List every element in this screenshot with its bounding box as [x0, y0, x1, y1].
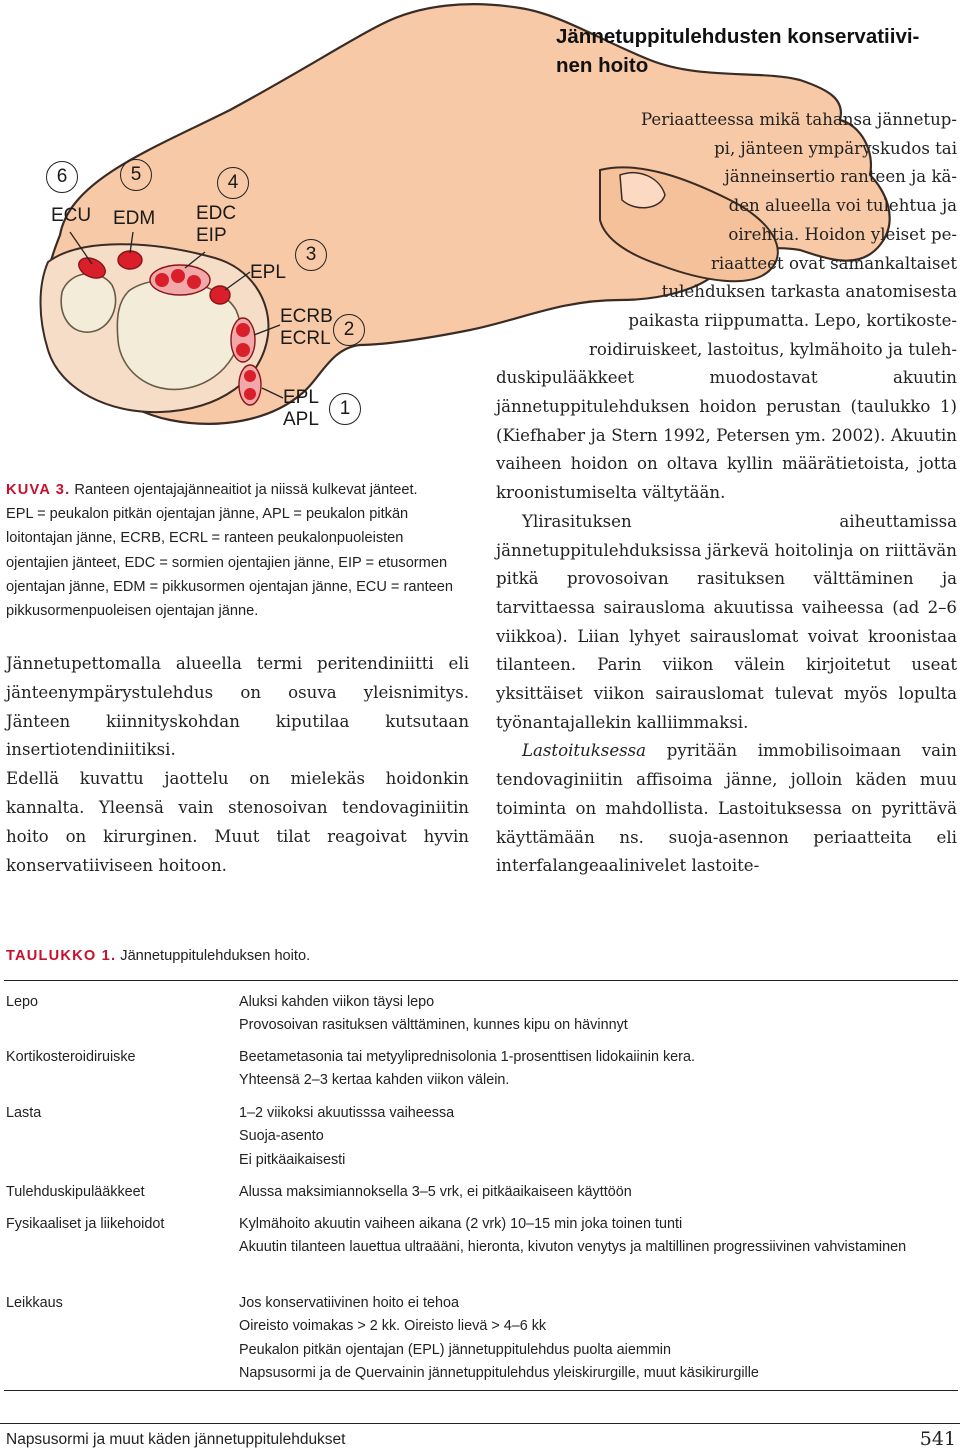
treatment-table	[4, 980, 958, 1391]
caption-title: Ranteen ojentajajänneaitiot ja niissä kulkevat jänteet.	[70, 482, 418, 498]
table-category: Leikkaus	[6, 1295, 63, 1311]
left-column-text	[6, 650, 469, 880]
callout-1: 1	[329, 393, 361, 425]
left-paragraph-2: Edellä kuvattu jaottelu on mielekäs hoidonkin kannalta. Yleensä vain stenosoivan tendovaginiitin hoito on kirurginen. Muut tilat reagoivat hyvin konservatiiviseen hoitoon.	[6, 769, 469, 875]
right-p1-line: pi, jänteen ympäryskudos tai	[714, 138, 957, 158]
tendon-edc-3	[187, 275, 201, 289]
right-p1-line: tulehduksen tarkasta anatomisesta	[661, 282, 957, 302]
table-category: Lepo	[6, 994, 39, 1010]
tendon-apl	[244, 388, 256, 400]
table-cell-line: Kylmähoito akuutin vaiheen aikana (2 vrk) 10–15 min joka toinen tunti	[239, 1216, 683, 1232]
section-heading-line-1: Jännetuppitulehdusten konservatiivi-	[556, 25, 920, 48]
table-row	[4, 1046, 958, 1102]
table-row	[4, 1292, 958, 1390]
tendon-ecrb	[236, 323, 250, 337]
label-apl: APL	[283, 409, 319, 430]
table-cell-line: Suoja-asento	[239, 1128, 324, 1145]
label-ecrl: ECRL	[280, 328, 331, 349]
table-cell-line: 1–2 viikoksi akuutisssa vaiheessa	[239, 1105, 455, 1121]
callout-3: 3	[295, 239, 327, 271]
left-paragraph-1: Jännetupettomalla alueella termi peritendiniitti eli jänteenympärystulehdus on osuva yleisnimitys. Jänteen kiinnityskohdan kiputilaa kutsutaan insertiotendiniitiksi.	[6, 654, 469, 760]
caption-text: EPL = peukalon pitkän ojentajan jänne, APL = peukalon pitkän loitontajan jänne, ECRB, ECRL = ranteen peukalonpuoleisten ojentajien jänteet, EDC = sormien ojentajien jänne, EIP = etusormen ojentajan jänne, EDM = pikkusormen ojentajan jänne, ECU = ranteen pikkusormenpuoleisen ojentajan jänne.	[6, 506, 454, 620]
callout-2: 2	[333, 314, 365, 346]
ulna-bone	[61, 274, 115, 332]
table-row	[4, 981, 958, 1046]
right-paragraph-1-rest: duskipulääkkeet muodostavat akuutin jännetuppitulehduksen hoidon perustan (taulukko 1) (Kiefhaber ja Stern 1992, Petersen ym. 2002). Akuutin vaiheen hoidon on oltava kyllin määrätietoista, jotta kroonistumiselta vältytään.	[496, 368, 957, 503]
label-epl-bottom: EPL	[283, 387, 319, 408]
footer-title: Napsusormi ja muut käden jännetuppitulehdukset	[6, 1431, 346, 1448]
label-ecu: ECU	[51, 205, 92, 226]
callout-4: 4	[217, 167, 249, 199]
table-category: Tulehduskipulääkkeet	[6, 1184, 145, 1200]
table-category: Kortikosteroidiruiske	[6, 1049, 136, 1065]
table-row	[4, 1213, 958, 1292]
table-label: TAULUKKO 1.	[6, 948, 117, 964]
table-cell-line: Akuutin tilanteen lauettua ultraääni, hieronta, kivuton venytys ja maltillinen progressiivinen vahvistaminen	[239, 1239, 907, 1256]
tendon-edc-1	[155, 273, 169, 287]
table-cell-line: Peukalon pitkän ojentajan (EPL) jännetuppitulehdus puolta aiemmin	[239, 1341, 672, 1358]
callout-6: 6	[46, 161, 78, 193]
tendon-epl-bottom	[244, 370, 256, 382]
table-category: Lasta	[6, 1105, 42, 1121]
figure-caption	[6, 478, 468, 623]
table-row	[4, 1102, 958, 1181]
right-column-text	[496, 106, 957, 881]
right-p1-line: jänneinsertio ranteen ja kä-	[724, 167, 957, 187]
table-cell-line: Jos konservatiivinen hoito ei tehoa	[239, 1295, 459, 1311]
tendon-edm	[118, 251, 142, 269]
footer-rule	[0, 1423, 960, 1424]
section-heading-line-2: nen hoito	[556, 54, 649, 77]
label-edc: EDC	[196, 203, 237, 224]
callout-5: 5	[120, 159, 152, 191]
table-cell-line: Oireisto voimakas > 2 kk. Oireisto lievä > 4–6 kk	[239, 1318, 547, 1335]
right-p1-line: Periaatteessa mikä tahansa jännetup-	[640, 110, 957, 129]
right-paragraph-3	[496, 737, 957, 881]
table-category: Fysikaaliset ja liikehoidot	[6, 1216, 165, 1232]
table-cell-line: Beetametasonia tai metyyliprednisolonia 1-prosenttisen lidokaiinin kera.	[239, 1049, 695, 1065]
right-p1-line: paikasta riippumatta. Lepo, kortikoste-	[628, 310, 957, 330]
table-cell-line: Ei pitkäaikaisesti	[239, 1151, 346, 1168]
table-cell-line: Aluksi kahden viikon täysi lepo	[239, 994, 435, 1010]
right-paragraph-3-text: pyritään immobilisoimaan vain tendovaginiitin affisoima jänne, jolloin käden muu toiminta on mahdollista. Lastoituksessa on pyrittävä käyttämään ns. suoja-asennon periaatteita eli interfalangeaalinivelet lastoite-	[496, 741, 957, 876]
tendon-edc-2	[171, 269, 185, 283]
right-p1-line: den alueella voi tulehtua ja	[728, 196, 957, 216]
table-cell-line: Napsusormi ja de Quervainin jännetuppitulehdus yleiskirurgille, muut käsikirurgille	[239, 1364, 759, 1381]
table-cell-line: Provosoivan rasituksen välttäminen, kunnes kipu on hävinnyt	[239, 1017, 628, 1034]
caption-label: KUVA 3.	[6, 482, 71, 498]
tendon-ecrl	[236, 343, 250, 357]
page-number: 541	[919, 1428, 956, 1450]
right-p1-line: roidiruiskeet, lastoitus, kylmähoito ja tuleh-	[589, 339, 957, 359]
right-paragraph-2: Ylirasituksen aiheuttamissa jännetuppitulehduksissa järkevä hoitolinja on riittävän pitkä provosoivan rasituksen välttäminen ja tarvittaessa sairausloma akuutissa vaiheessa (ad 2–6 viikkoa). Liian lyhyet sairauslomat voivat kroonistaa tilanteen. Parin viikon välein kirjoitetut useat yksittäiset viikon sairauslomat tulevat myös lopulta työnantajallekin kalliimmaksi.	[496, 511, 957, 732]
table-row	[4, 1181, 958, 1213]
table-title	[6, 948, 310, 964]
right-p1-line: riaatteet ovat samankaltaiset	[711, 253, 957, 273]
right-paragraph-3-emphasis: Lastoituksessa	[522, 741, 647, 761]
label-edm: EDM	[113, 208, 156, 229]
table-title-text: Jännetuppitulehduksen hoito.	[116, 948, 311, 964]
right-p1-line: oirehtia. Hoidon yleiset pe-	[728, 224, 957, 244]
label-eip: EIP	[196, 225, 227, 246]
label-ecrb: ECRB	[280, 306, 333, 327]
table-cell-line: Alussa maksimiannoksella 3–5 vrk, ei pitkäaikaiseen käyttöön	[239, 1184, 632, 1200]
label-epl-top: EPL	[250, 262, 286, 283]
section-heading	[556, 22, 946, 80]
table-cell-line: Yhteensä 2–3 kertaa kahden viikon välein.	[239, 1072, 510, 1089]
